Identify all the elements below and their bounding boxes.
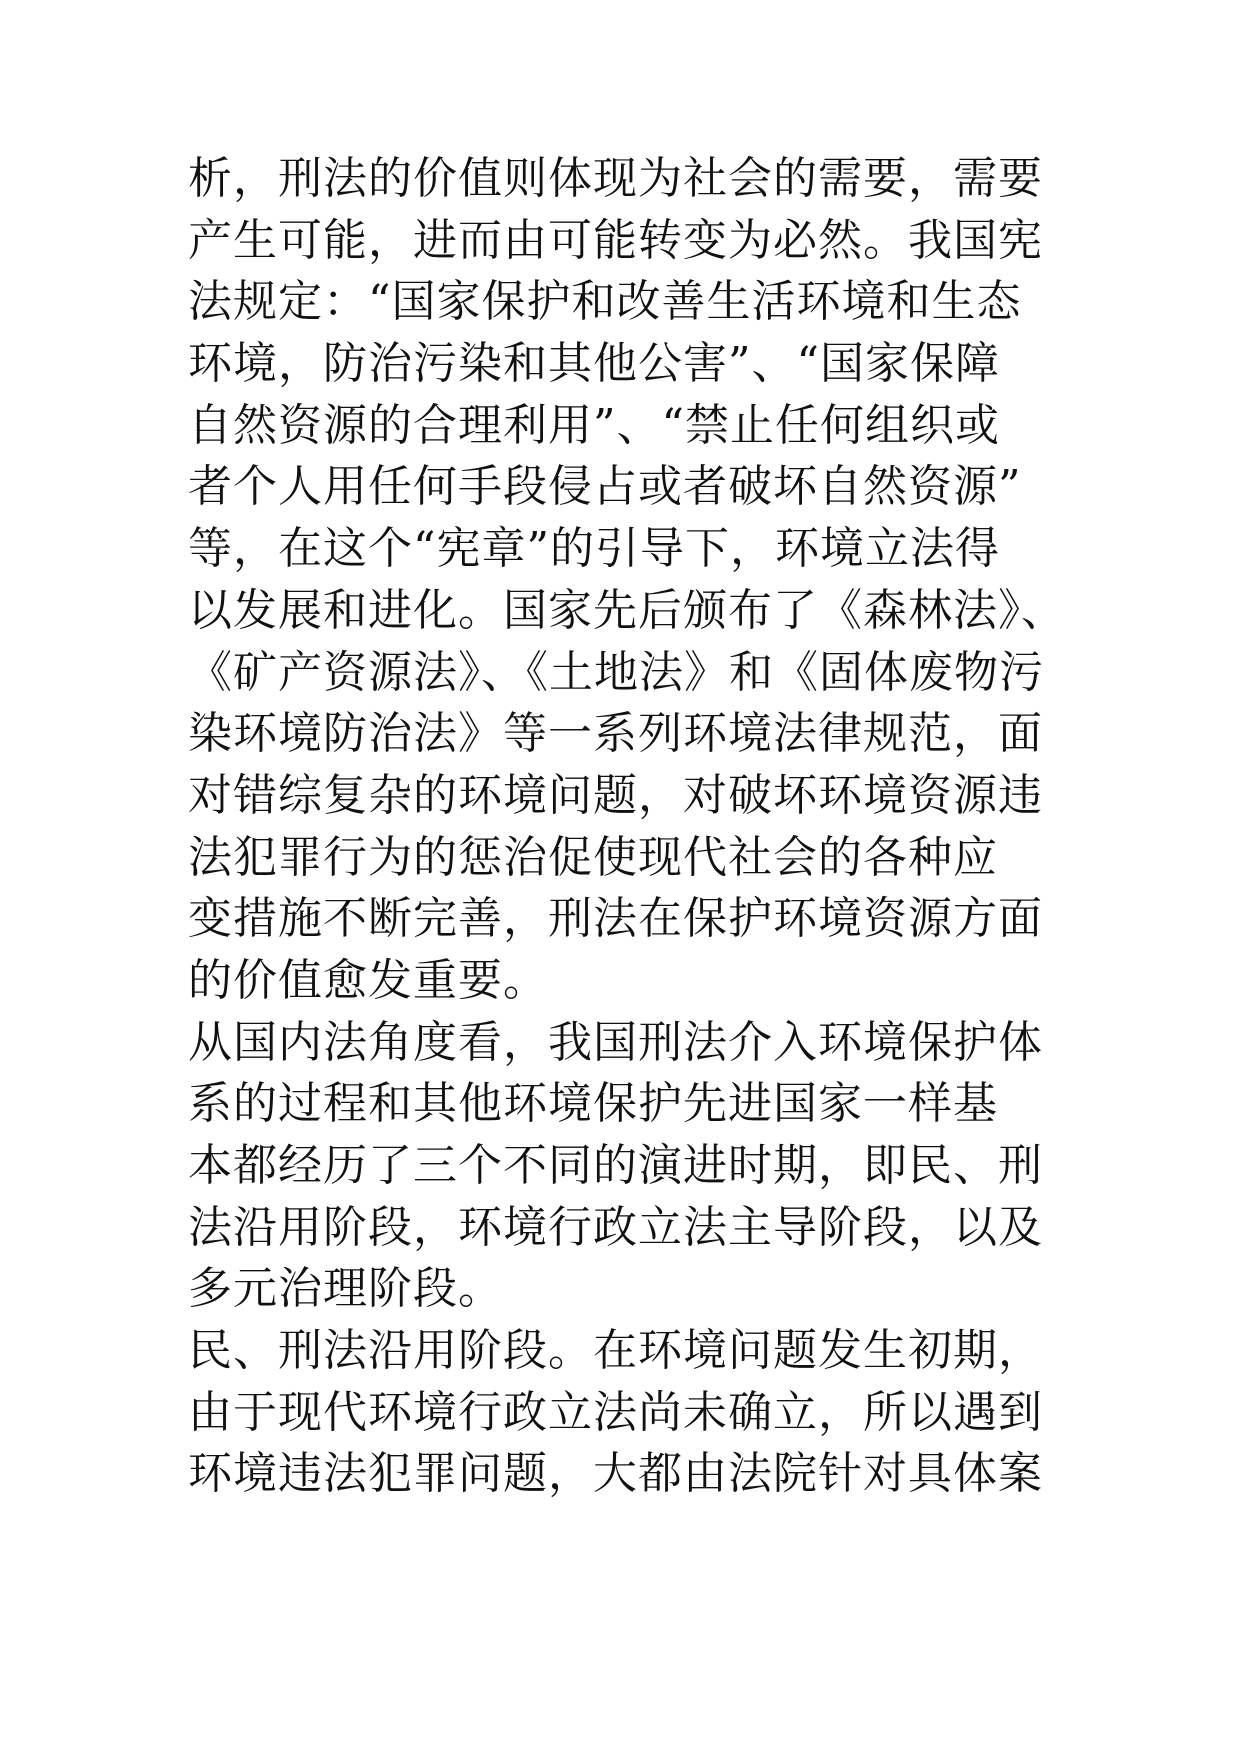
text-line: 以发展和进化。国家先后颁布了《森林法》、	[188, 584, 1066, 636]
text-line: 变措施不断完善，刑法在保护环境资源方面	[188, 893, 1043, 945]
text-line: 法犯罪行为的惩治促使现代社会的各种应	[188, 831, 998, 883]
text-line: 从国内法角度看，我国刑法介入环境保护体	[188, 1016, 1043, 1068]
text-line: 法规定：“国家保护和改善生活环境和生态	[188, 276, 1022, 328]
text-line: 等，在这个“宪章”的引导下，环境立法得	[188, 523, 1000, 575]
text-line: 对错综复杂的环境问题，对破坏环境资源违	[188, 769, 1043, 821]
text-line: 环境，防治污染和其他公害”、“国家保障	[188, 338, 1000, 390]
text-line: 系的过程和其他环境保护先进国家一样基	[188, 1078, 998, 1130]
text-line: 多元治理阶段。	[188, 1263, 503, 1315]
text-line: 产生可能，进而由可能转变为必然。我国宪	[188, 214, 1043, 266]
text-line: 析，刑法的价值则体现为社会的需要，需要	[188, 153, 1043, 204]
body-text	[188, 148, 1148, 1505]
text-line: 环境违法犯罪问题，大都由法院针对具体案	[188, 1448, 1043, 1500]
text-line: 染环境防治法》等一系列环境法律规范，面	[188, 708, 1043, 760]
text-line: 者个人用任何手段侵占或者破坏自然资源”	[188, 461, 1022, 513]
text-line: 民、刑法沿用阶段。在环境问题发生初期，	[188, 1325, 1043, 1377]
text-line: 自然资源的合理利用”、“禁止任何组织或	[188, 399, 1000, 451]
text-line: 《矿产资源法》、《土地法》和《固体废物污	[188, 646, 1044, 698]
text-line: 本都经历了三个不同的演进时期，即民、刑	[188, 1140, 1043, 1191]
text-line: 的价值愈发重要。	[188, 954, 548, 1006]
text-line: 由于现代环境行政立法尚未确立，所以遇到	[188, 1386, 1043, 1438]
text-line: 法沿用阶段，环境行政立法主导阶段，以及	[188, 1201, 1043, 1253]
